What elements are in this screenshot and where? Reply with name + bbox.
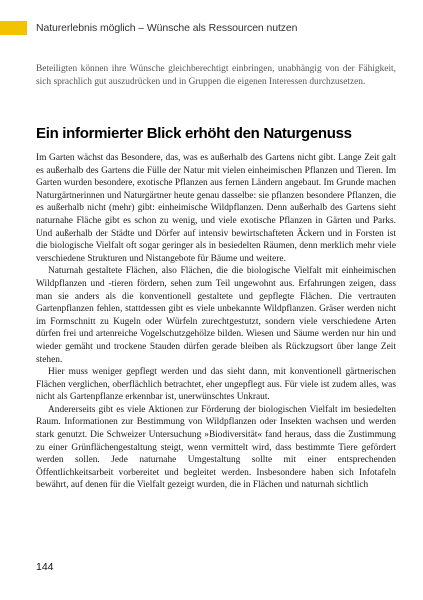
- body-paragraph-2: Naturnah gestaltete Flächen, also Flächen, die die biologische Vielfalt mit einheimischen Wildpflanzen und -tieren fördern, sehen zum Teil ungewohnt aus. Erfahrungen zeigen, dass man sie anders als die konventionell gestaltete und gepflegte Flächen. Die vertrauten Gartenpflanzen fehlen, stattdessen gibt es viele unbekannte Wildpflanzen. Gräser werden nicht im Formschnitt zu Kugeln oder Würfeln zurechtgestutzt, sondern viele verschiedene Arten dürfen frei und artenreiche Vogelschutzgehölze bilden. Wiesen und Säume werden nur hin und wieder gemäht und trockene Stauden dürfen gerade bleiben als Rückzugsort über lange Zeit stehen.: [36, 266, 396, 365]
- page-number: 144: [36, 561, 54, 573]
- body-paragraph-4: Andererseits gibt es viele Aktionen zur Förderung der biologischen Vielfalt im besiedelten Raum. Informationen zur Bestimmung von Wildpflanzen oder Insekten wachsen und werden stark genutzt. Die Schweizer Untersuchung »Biodiversität« fand heraus, dass die Zustimmung zu einer Grünflächengestaltung steigt, wenn vermittelt wird, dass bestimmte Tiere gefördert werden sollen. Jede naturnahe Umgestaltung sollte mit einer entsprechenden Öffentlichkeitsarbeit vorbereitet und begleitet werden. Insbesondere haben sich Infotafeln bewährt, auf denen für die Vielfalt gezeigt wurden, die in Flächen und naturnah sichtlich: [36, 404, 396, 491]
- body-paragraph-3: Hier muss weniger gepflegt werden und das sieht dann, mit konventionell gärtnerischen Flächen verglichen, oberflächlich betrachtet, eher ungepflegt aus. Für viele ist zudem alles, was nicht als Gartenpflanze erkennbar ist, unerwünschtes Unkraut.: [36, 367, 396, 403]
- header-accent-bar: [0, 21, 27, 35]
- section-heading: Ein informierter Blick erhöht den Naturgenuss: [36, 125, 352, 142]
- body-text: [36, 152, 396, 492]
- body-paragraph-1: Im Garten wächst das Besondere, das, was es außerhalb des Gartens nicht gibt. Lange Zeit galt es außerhalb des Gartens die Fülle der Natur mit vielen einheimischen Pflanzen und Tieren. Im Garten wurden besondere, exotische Pflanzen aus fernen Ländern angebaut. Im Grunde machen Naturgärtnerinnen und Naturgärtner heute genau dasselbe: sie pflanzen besondere Pflanzen, die es außerhalb nicht (mehr) gibt: einheimische Wildpflanzen. Denn außerhalb des Gartens sieht naturnahe Fläche gibt es schon zu wenig, und viele exotische Pflanzen in Gärten und Parks. Und außerhalb der Städte und Dörfer auf intensiv bewirtschafteten Äckern und in Forsten ist die biologische Vielfalt oft sogar geringer als in besiedelten Räumen, denn merklich mehr viele verschiedene Strukturen und Nistangebote für Bäume und weitere.: [36, 153, 396, 264]
- running-head: Naturerlebnis möglich – Wünsche als Ressourcen nutzen: [36, 22, 298, 34]
- intro-paragraph: Beteiligten können ihre Wünsche gleichberechtigt einbringen, unabhängig von der Fähigkeit, sich sprachlich gut auszudrücken und in Gruppen die eigenen Interessen durchzusetzen.: [36, 64, 396, 87]
